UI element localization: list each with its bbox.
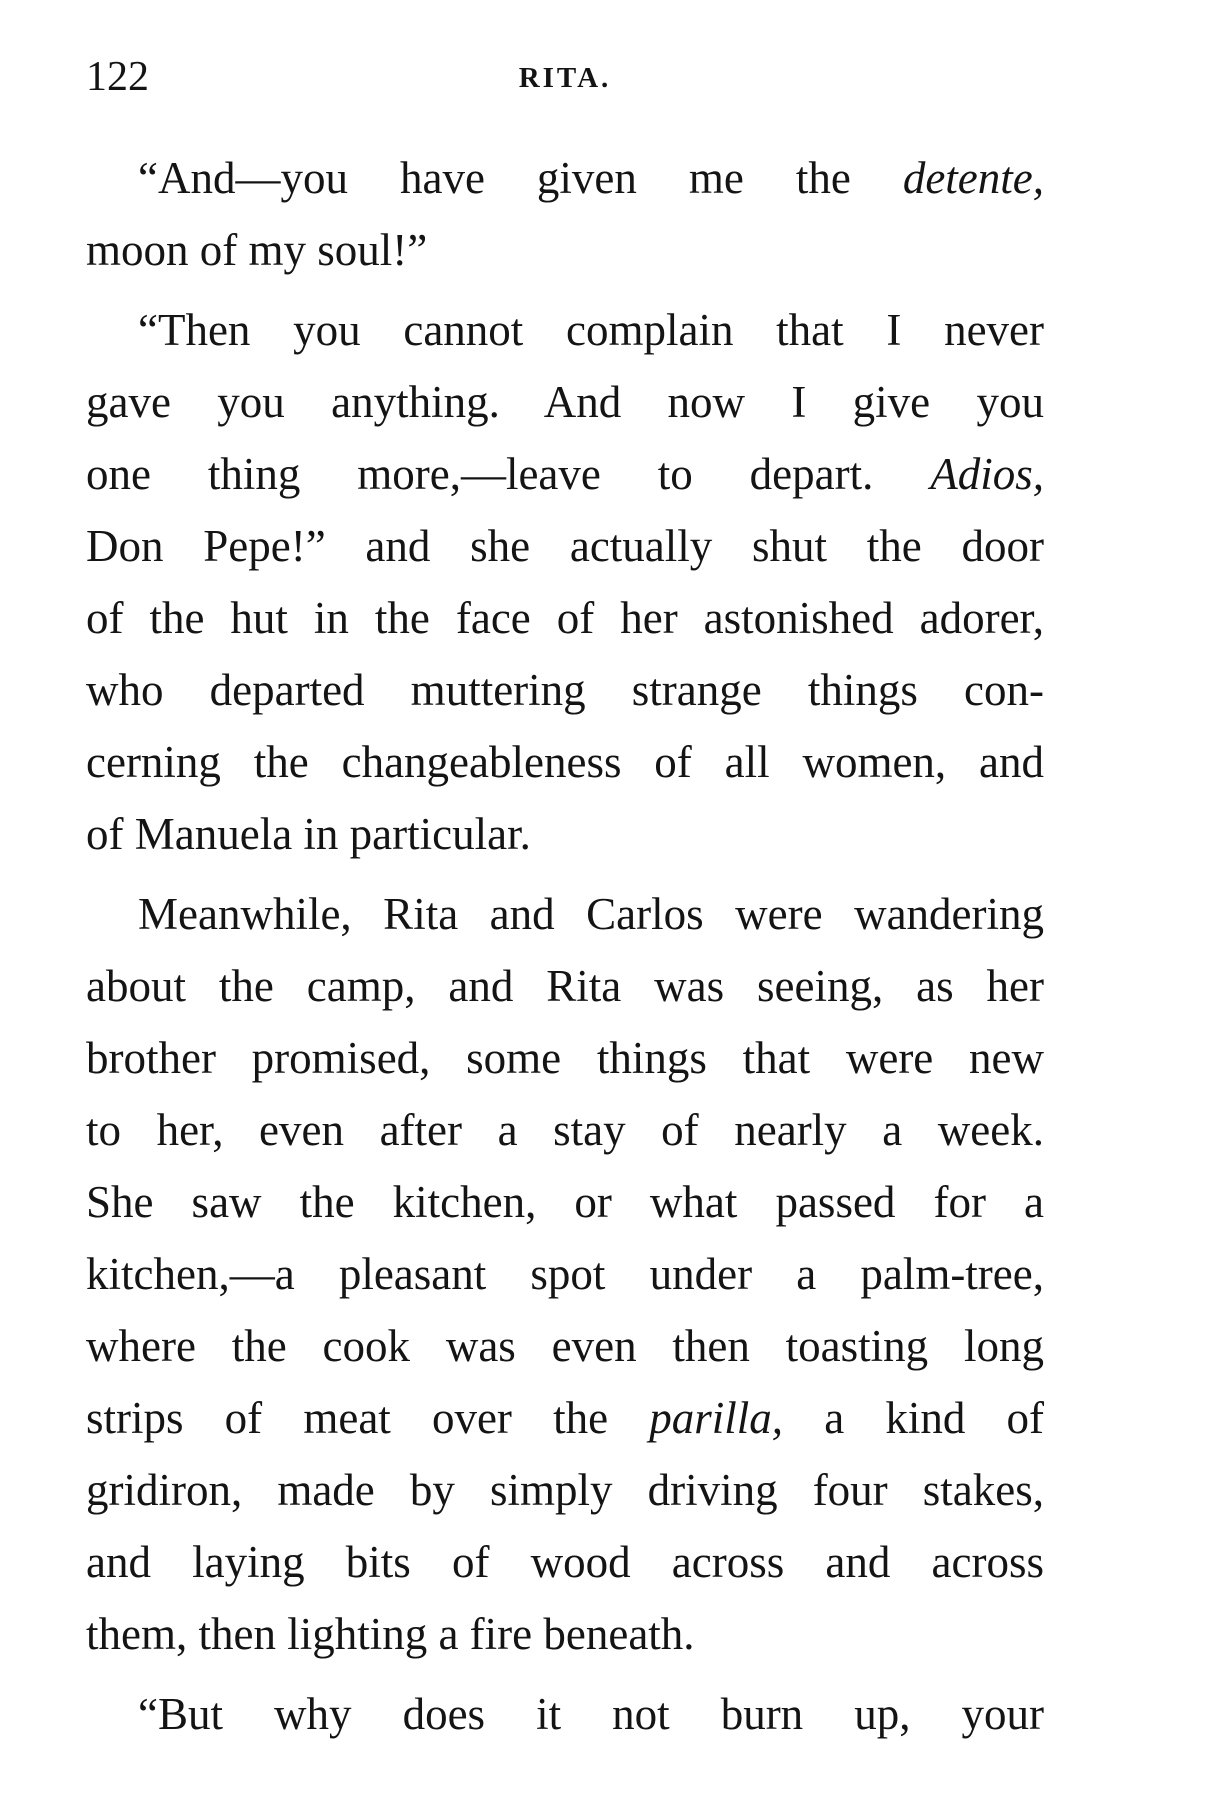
page-number: 122	[86, 54, 149, 100]
text-span: to her, even after a stay of nearly a week.	[86, 1105, 1044, 1155]
text-line	[86, 1526, 1044, 1598]
text-span: of the hut in the face of her astonished adorer,	[86, 593, 1044, 643]
text-span: strips of meat over the	[86, 1393, 650, 1443]
text-line	[86, 1238, 1044, 1310]
text-span: a kind of	[783, 1393, 1044, 1443]
text-span: brother promised, some things that were new	[86, 1033, 1044, 1083]
text-line	[86, 1022, 1044, 1094]
paragraph	[86, 1678, 1044, 1750]
text-span: gridiron, made by simply driving four stakes,	[86, 1465, 1044, 1515]
paragraph-gap	[86, 870, 1044, 878]
text-line	[86, 878, 1044, 950]
text-line	[86, 950, 1044, 1022]
text-line	[86, 438, 1044, 510]
text-span: moon of my soul!”	[86, 225, 428, 275]
text-span: kitchen,—a pleasant spot under a palm-tree,	[86, 1249, 1044, 1299]
text-line	[86, 294, 1044, 366]
text-line	[86, 214, 1044, 286]
text-line	[86, 1310, 1044, 1382]
text-span: Meanwhile, Rita and Carlos were wandering	[138, 889, 1044, 939]
text-line	[86, 1094, 1044, 1166]
text-line	[86, 1678, 1044, 1750]
text-span: of Manuela in particular.	[86, 809, 531, 859]
text-span: who departed muttering strange things con-	[86, 665, 1044, 715]
text-span: She saw the kitchen, or what passed for a	[86, 1177, 1044, 1227]
paragraph-gap	[86, 1670, 1044, 1678]
italic-text: Adios,	[930, 449, 1044, 499]
text-line	[86, 1598, 1044, 1670]
text-line	[86, 582, 1044, 654]
text-body	[86, 142, 1044, 1750]
text-line	[86, 1454, 1044, 1526]
text-span: gave you anything. And now I give you	[86, 377, 1044, 427]
paragraph	[86, 878, 1044, 1670]
italic-text: parilla,	[649, 1393, 784, 1443]
paragraph-gap	[86, 286, 1044, 294]
text-span: “But why does it not burn up, your	[138, 1689, 1044, 1739]
paragraph	[86, 294, 1044, 870]
text-span: where the cook was even then toasting long	[86, 1321, 1044, 1371]
running-head	[86, 52, 1044, 102]
text-line	[86, 798, 1044, 870]
text-line	[86, 726, 1044, 798]
text-span: and laying bits of wood across and across	[86, 1537, 1044, 1587]
text-line	[86, 1166, 1044, 1238]
text-span: Don Pepe!” and she actually shut the door	[86, 521, 1044, 571]
text-line	[86, 1382, 1044, 1454]
text-line	[86, 142, 1044, 214]
text-line	[86, 654, 1044, 726]
paragraph	[86, 142, 1044, 286]
text-line	[86, 366, 1044, 438]
text-line	[86, 510, 1044, 582]
text-span: cerning the changeableness of all women, and	[86, 737, 1044, 787]
running-title: RITA.	[518, 62, 612, 94]
text-span: one thing more,—leave to depart.	[86, 449, 931, 499]
italic-text: detente,	[902, 153, 1044, 203]
text-span: them, then lighting a fire beneath.	[86, 1609, 695, 1659]
text-span: “Then you cannot complain that I never	[138, 305, 1044, 355]
text-span: about the camp, and Rita was seeing, as her	[86, 961, 1044, 1011]
text-span: “And—you have given me the	[138, 153, 903, 203]
